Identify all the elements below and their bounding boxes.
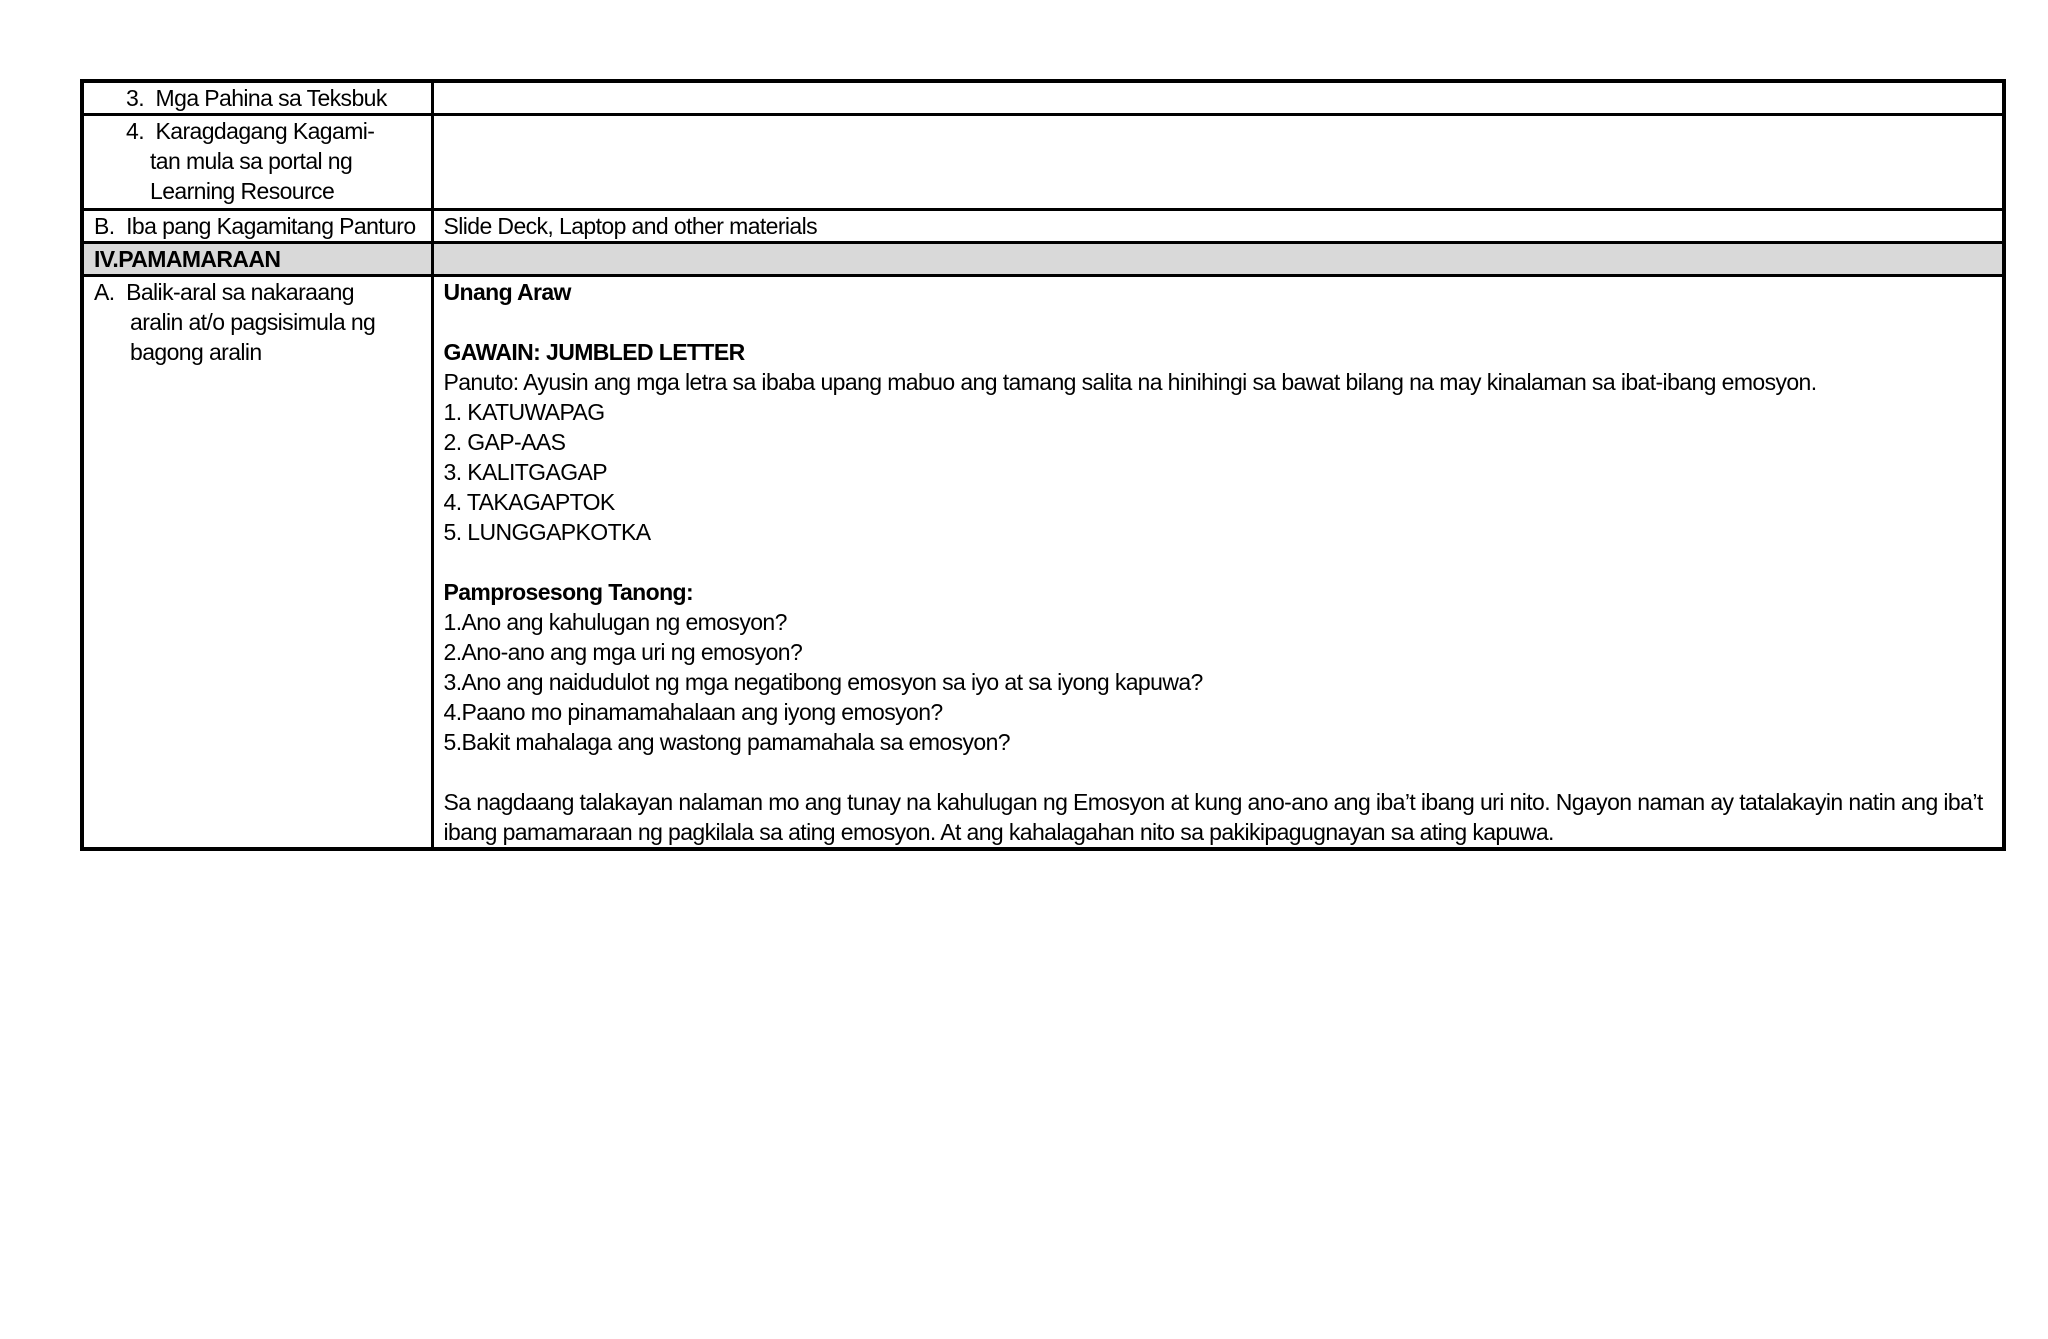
day-title: Unang Araw xyxy=(443,279,571,305)
additional-materials-label-line-2: tan mula sa portal ng xyxy=(150,148,353,174)
review-label-line-1: A. Balik-aral sa nakaraang xyxy=(94,279,354,305)
review-content-cell xyxy=(432,276,2004,850)
jumbled-word-3: 3. KALITGAGAP xyxy=(443,459,607,485)
activity-instructions: Panuto: Ayusin ang mga letra sa ibaba upang mabuo ang tamang salita na hinihingi sa bawat bilang na may kinalaman sa ibat-ibang emosyon. xyxy=(443,369,1817,395)
jumbled-word-1: 1. KATUWAPAG xyxy=(443,399,605,425)
other-materials-label: B. Iba pang Kagamitang Panturo xyxy=(94,213,416,239)
jumbled-word-5: 5. LUNGGAPKOTKA xyxy=(443,519,651,545)
row-procedure-header xyxy=(82,243,2004,276)
additional-materials-label-cell xyxy=(82,115,432,210)
additional-materials-label-line-1: 4. Karagdagang Kagami- xyxy=(126,118,375,144)
question-3: 3.Ano ang naidudulot ng mga negatibong emosyon sa iyo at sa iyong kapuwa? xyxy=(443,669,1203,695)
activity-title: GAWAIN: JUMBLED LETTER xyxy=(443,339,745,365)
question-2: 2.Ano-ano ang mga uri ng emosyon? xyxy=(443,639,803,665)
textbook-pages-value-cell xyxy=(432,81,2004,115)
procedure-header-label-cell xyxy=(82,243,432,276)
lesson-plan-page xyxy=(80,79,2006,851)
review-label-line-2: aralin at/o pagsisimula ng xyxy=(130,309,376,335)
row-review xyxy=(82,276,2004,850)
other-materials-label-cell xyxy=(82,210,432,243)
lesson-plan-table xyxy=(80,79,2006,851)
jumbled-word-4: 4. TAKAGAPTOK xyxy=(443,489,615,515)
review-label-line-3: bagong aralin xyxy=(130,339,262,365)
additional-materials-label-line-3: Learning Resource xyxy=(150,178,335,204)
review-label-cell xyxy=(82,276,432,850)
spacer xyxy=(444,307,1993,337)
row-additional-materials xyxy=(82,115,2004,210)
question-5: 5.Bakit mahalaga ang wastong pamamahala sa emosyon? xyxy=(443,729,1010,755)
other-materials-value: Slide Deck, Laptop and other materials xyxy=(443,213,818,239)
other-materials-value-cell xyxy=(432,210,2004,243)
additional-materials-value-cell xyxy=(432,115,2004,210)
spacer xyxy=(444,547,1993,577)
textbook-pages-label: 3. Mga Pahina sa Teksbuk xyxy=(126,85,387,111)
jumbled-word-2: 2. GAP-AAS xyxy=(443,429,566,455)
question-1: 1.Ano ang kahulugan ng emosyon? xyxy=(443,609,787,635)
row-textbook-pages xyxy=(82,81,2004,115)
procedure-header-label: IV.PAMAMARAAN xyxy=(94,246,281,272)
question-4: 4.Paano mo pinamamahalaan ang iyong emosyon? xyxy=(443,699,943,725)
spacer xyxy=(444,757,1993,787)
textbook-pages-label-cell xyxy=(82,81,432,115)
row-other-materials xyxy=(82,210,2004,243)
questions-title: Pamprosesong Tanong: xyxy=(443,579,694,605)
closing-paragraph: Sa nagdaang talakayan nalaman mo ang tunay na kahulugan ng Emosyon at kung ano-ano ang iba’t ibang uri nito. Ngayon naman ay tatalakayin natin ang iba’t ibang pamamaraan ng pagkilala sa ating emosyon. At ang kahalagahan nito sa pakikipagugnayan sa ating kapuwa. xyxy=(443,789,1989,845)
procedure-header-value-cell xyxy=(432,243,2004,276)
